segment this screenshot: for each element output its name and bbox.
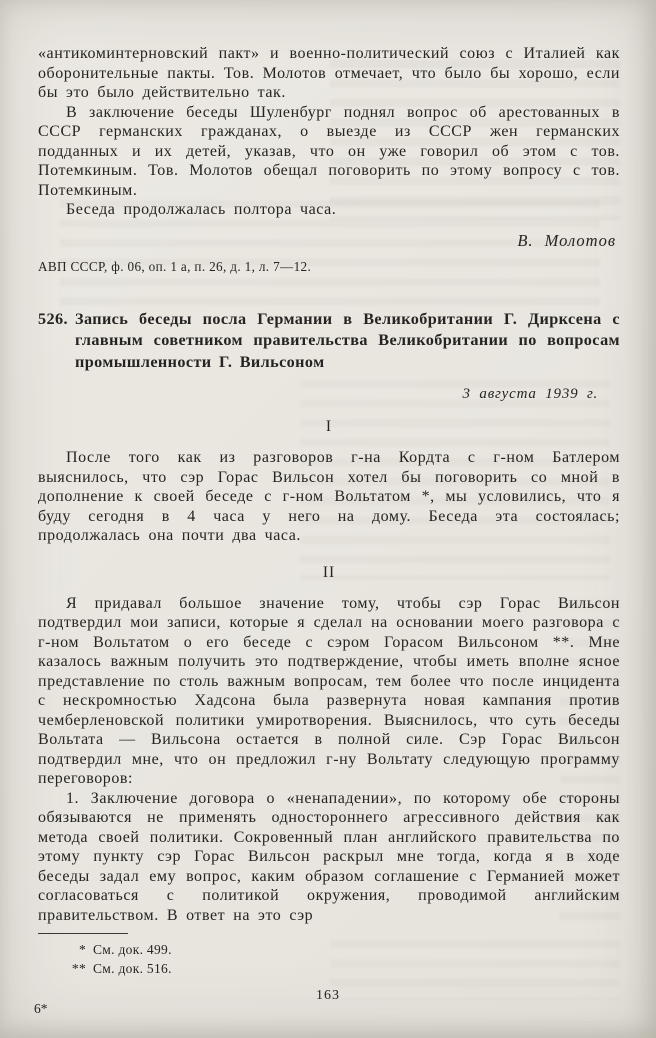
document-525-ending [38,44,620,275]
section-numeral-2: II [322,563,336,581]
footnote-marker: * [78,942,86,957]
section-numeral-1: I [325,418,333,435]
printers-signature-mark: 6* [34,1001,48,1016]
document-title: Запись беседы посла Германии в Великобритании Г. Дирксена с главным советником правительства Великобритании по вопросам промышленности Г. Вильсоном [75,309,620,371]
paragraph: После того как из разговоров г-на Кордта с г-ном Батлером выяснилось, что сэр Горас Вильсон хотел бы поговорить со мной в дополнение к своей беседе с г-ном Вольтатом *, мы условились, что я буду сегодня в 4 часа у него на дому. Беседа эта состоялась; продолжалась она почти два часа. [38,449,620,544]
signature: В. Молотов [517,230,616,250]
footnote-marker: ** [71,961,86,976]
footnotes-block [38,933,620,978]
paragraph: 1. Заключение договора о «ненападении», по которому обе стороны обязываются не применять одностороннего агрессивного действия как метода своей политики. Сокровенный план английского правительства по этому пункту сэр Горас Вильсон раскрыл мне тогда, когда я в ходе беседы задал ему вопрос, каким образом соглашение с Германией может согласоваться с политикой окружения, проводимой английским правительством. В ответ на это сэр [38,789,620,924]
footnote [38,940,620,959]
archive-reference: АВП СССР, ф. 06, оп. 1 а, п. 26, д. 1, л. 7—12. [38,258,312,274]
document-number: 526. [38,309,68,328]
document-526 [38,309,620,926]
paragraph: Беседа продолжалась полтора часа. [66,201,337,218]
document-date: 3 августа 1939 г. [462,386,598,402]
footnote-rule [38,933,128,934]
footnote-text: См. док. 499. [93,942,172,957]
footnote [38,959,620,978]
paragraph: Я придавал большое значение тому, чтобы сэр Горас Вильсон подтвердил мои записи, которые я сделал на основании моего разговора с г-ном Вольтатом о его беседе с сэром Горасом Вильсоном **. Мне казалось важным получить это подтверждение, чтобы иметь вполне ясное представление по столь важным вопросам, тем более что после инцидента с нескромностью Хадсона была развернута новая кампания против чемберленовской политики умиротворения. Выяснилось, что суть беседы Вольтата — Вильсона остается в полной силе. Сэр Горас Вильсон подтвердил мне, что он предложил г-ну Вольтату следующую программу переговоров: [38,594,620,787]
footnote-text: См. док. 516. [93,961,172,976]
paragraph: В заключение беседы Шуленбург поднял вопрос об арестованных в СССР германских гражданах, о выезде из СССР жен германских подданных и их детей, указав, что он уже говорил об этом с тов. Потемкиным. Тов. Молотов обещал поговорить по этому вопросу с тов. Потемкиным. [38,103,620,199]
page-number: 163 [316,988,340,1003]
document-heading [38,309,620,374]
paragraph-continuation: «антикоминтерновский пакт» и военно-политический союз с Италией как оборонительные пакты. Тов. Молотов отмечает, что было бы хорошо, если бы это было действительно так. [38,45,620,101]
